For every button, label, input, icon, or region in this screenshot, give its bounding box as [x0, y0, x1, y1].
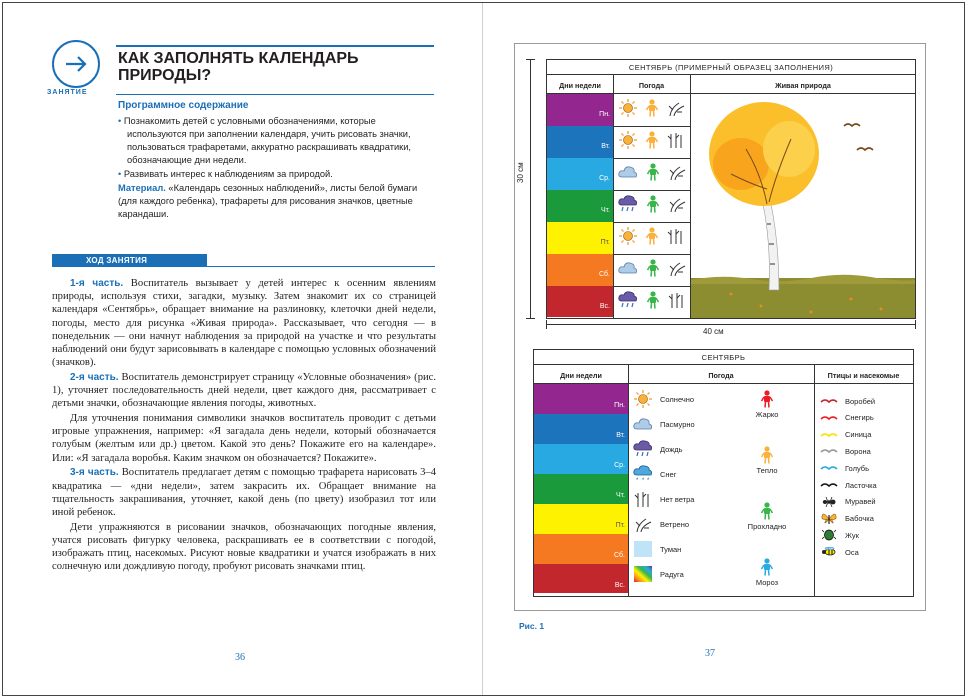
weather-legend-item	[634, 514, 689, 534]
day-color-cell: Чт.	[534, 474, 628, 504]
temperature-legend-item	[737, 446, 797, 475]
day-color-cell: Пт.	[547, 222, 613, 254]
animal-legend-item	[821, 411, 874, 425]
height-dimension-line	[530, 59, 531, 319]
weather-legend-label: Солнечно	[660, 394, 695, 404]
weather-legend-item	[634, 489, 694, 509]
day-color-cell: Сб.	[547, 254, 613, 286]
sun-icon	[634, 390, 656, 408]
dimension-tick	[526, 59, 535, 60]
weather-cell	[614, 286, 690, 318]
person-icon	[737, 558, 797, 578]
col-nature-header: Живая природа	[775, 81, 831, 90]
page-number-right: 37	[705, 648, 715, 659]
weather-legend-item	[634, 389, 694, 409]
ant-icon	[821, 497, 841, 507]
cloud-icon	[618, 165, 638, 184]
butterfly-icon	[821, 513, 841, 525]
body-paragraph: Для уточнения понимания символики значков воспитатель проводит с детьми игровые упражнения, например: «Я загадала день недели, который обозначается голубым (желтым или др.) цветом. Какой это день? Покажите его на календаре». Или: «Я загадала воробья. Каким значком он обозначается? Покажите».	[52, 413, 436, 464]
weather-legend-item	[634, 464, 676, 484]
animal-legend-item	[821, 512, 874, 526]
weather-legend-item	[634, 539, 681, 559]
bird-icon	[857, 148, 873, 150]
day-color-cell: Вт.	[534, 414, 628, 444]
weather-cell	[614, 94, 690, 126]
day-color-cell: Ср.	[547, 158, 613, 190]
material-paragraph: Материал. «Календарь сезонных наблюдений», листы белой бумаги (для каждого ребенка), трафареты для рисования значков, цветные карандаши.	[118, 183, 418, 219]
width-dimension-line	[546, 324, 916, 325]
svg-text:*: *	[641, 478, 644, 483]
person-icon	[737, 446, 797, 466]
page-number-left: 36	[235, 652, 245, 663]
animal-legend-item	[821, 461, 869, 475]
rain-icon	[618, 291, 638, 314]
program-list	[118, 115, 432, 222]
bird-icon	[821, 397, 841, 405]
temperature-legend-item	[737, 558, 797, 587]
day-color-cell: Ср.	[534, 444, 628, 474]
day-color-cell: Вт.	[547, 126, 613, 158]
weather-cell	[614, 126, 690, 158]
rain-icon	[618, 195, 638, 218]
bird-icon	[821, 481, 841, 489]
cloud-icon	[634, 417, 656, 431]
snow-icon	[634, 465, 656, 483]
animal-legend-label: Жук	[845, 530, 859, 540]
sun-icon	[619, 131, 637, 154]
windy-icon	[667, 100, 685, 121]
person-icon	[647, 163, 659, 186]
day-color-cell: Пт.	[534, 504, 628, 534]
no-wind-icon	[667, 228, 685, 249]
legend-col-weather: Погода	[708, 371, 734, 380]
legend-col-days: Дни недели	[560, 371, 602, 380]
body-paragraph: Дети упражняются в рисовании значков, обозначающих погодные явления, учатся рисовать фигурку человека, раскрашивать ее в соответствии с погодой, изображать птиц, насекомых. Рисуют новые квадратики и учатся изображать в них солнечную или дождливую погоду, пробуют рисовать значками птиц.	[52, 521, 436, 573]
rain-icon	[634, 440, 656, 458]
height-label: 30 см	[516, 162, 525, 183]
program-heading: Программное содержание	[118, 100, 249, 111]
windy-icon	[634, 516, 656, 532]
day-color-cell: Пн.	[534, 384, 628, 414]
person-icon	[647, 291, 659, 314]
body-paragraph: 1-я часть. Воспитатель вызывает у детей интерес к осенним явлениям природы, используя стихи, загадки, музыку. Затем знакомит их со страницей календаря «Сентябрь», обращает внимание на разлиновку, клеточки дней недели, погоды, место для рисунка «Живая природа». Рассказывает, что сегодня — в понедельник — они начнут наблюдения за природой на участке и что результаты наблюдений они будут зарисовывать в календаре с помощью условных обозначений (значков).	[52, 278, 436, 369]
animal-legend-item	[821, 444, 871, 458]
windy-icon	[668, 196, 686, 217]
birch-trunk	[763, 204, 779, 290]
title-rule	[116, 45, 434, 47]
person-icon	[647, 259, 659, 282]
weather-cell	[614, 222, 690, 254]
body-paragraph: 2-я часть. Воспитатель демонстрирует страницу «Условные обозначения» (рис. 1), уточняет последовательность дней недели, цвет каждого дня, рассматривает с детьми значки, обозначающие явления погоды, животных.	[52, 371, 437, 410]
lesson-label: ЗАНЯТИЕ	[47, 89, 88, 96]
weather-legend-item	[634, 414, 695, 434]
windy-icon	[668, 164, 686, 185]
beetle-icon	[821, 529, 841, 541]
animal-legend-item	[821, 495, 876, 509]
bird-icon	[844, 124, 860, 126]
weather-legend-label: Ветрено	[660, 519, 690, 529]
bird-icon	[821, 447, 841, 455]
person-icon	[737, 390, 797, 410]
body-paragraph: 3-я часть. Воспитатель предлагает детям с помощью трафарета нарисовать 3–4 квадратика — «дни недели», затем закрасить их. Обращает внимание на тщательность закрашивания, уточняет, какой день (по цвету) изобразил тот или иной ребенок.	[52, 467, 436, 518]
animal-legend-label: Снегирь	[845, 413, 874, 423]
person-icon	[647, 195, 659, 218]
width-label: 40 см	[703, 327, 724, 336]
animal-legend-label: Оса	[845, 547, 859, 557]
course-heading: ХОД ЗАНЯТИЯ	[52, 254, 207, 267]
col-days-header: Дни недели	[559, 81, 601, 90]
program-item: • Познакомить детей с условными обозначениями, которые используются при заполнении календаря, учить рисовать значки, пользоваться трафаретами, аккуратно раскрашивать квадратики, обозначающие дни недели.	[118, 116, 411, 165]
animal-legend-label: Бабочка	[845, 514, 874, 524]
weather-cell	[614, 190, 690, 222]
sun-icon	[619, 99, 637, 122]
bird-icon	[821, 464, 841, 472]
weather-cell	[614, 254, 690, 286]
sun-icon	[619, 227, 637, 250]
weather-cell	[614, 158, 690, 190]
temperature-legend-label: Тепло	[756, 466, 778, 475]
weather-legend-label: Снег	[660, 469, 677, 479]
windy-icon	[668, 260, 686, 281]
dimension-tick	[546, 320, 547, 329]
weather-legend-label: Пасмурно	[660, 419, 695, 429]
person-icon	[646, 99, 658, 122]
figure-caption: Рис. 1	[519, 621, 545, 631]
day-color-cell: Чт.	[547, 190, 613, 222]
program-item: • Развивать интерес к наблюдениям за природой.	[118, 169, 333, 179]
temperature-legend-item	[737, 390, 797, 419]
no-wind-icon	[634, 491, 656, 507]
day-color-cell: Вс.	[547, 286, 613, 317]
no-wind-icon	[667, 132, 685, 153]
dimension-tick	[526, 318, 535, 319]
animal-legend-item	[821, 478, 877, 492]
legend-col-birds: Птицы и насекомые	[827, 371, 900, 380]
sample-calendar	[546, 59, 916, 319]
animal-legend-label: Голубь	[845, 463, 869, 473]
weather-legend-label: Туман	[660, 544, 682, 554]
person-icon	[646, 227, 658, 250]
lesson-body	[52, 277, 436, 575]
temperature-legend-label: Прохладно	[747, 522, 787, 531]
title-rule-bottom	[116, 94, 434, 95]
cloud-icon	[618, 261, 638, 280]
temperature-legend-item	[737, 502, 797, 531]
day-color-cell: Сб.	[534, 534, 628, 564]
legend-calendar	[533, 349, 914, 597]
svg-text:*: *	[635, 478, 638, 483]
person-icon	[737, 502, 797, 522]
animal-legend-label: Муравей	[845, 497, 876, 507]
weather-legend-label: Радуга	[660, 569, 684, 579]
arrow-right-icon	[63, 51, 89, 77]
bird-icon	[821, 431, 841, 439]
course-rule	[207, 266, 435, 267]
sample-calendar-title: СЕНТЯБРЬ (ПРИМЕРНЫЙ ОБРАЗЕЦ ЗАПОЛНЕНИЯ)	[547, 60, 915, 75]
animal-legend-item	[821, 428, 871, 442]
animal-legend-item	[821, 394, 875, 408]
living-nature-drawing	[691, 94, 915, 318]
book-gutter	[482, 3, 483, 695]
day-color-cell: Вс.	[534, 564, 628, 593]
animal-legend-label: Ласточка	[845, 480, 877, 490]
weather-legend-label: Нет ветра	[660, 494, 695, 504]
animal-legend-label: Синица	[845, 430, 872, 440]
animal-legend-label: Ворона	[845, 446, 871, 456]
column-rule	[814, 365, 815, 597]
svg-text:*: *	[646, 478, 649, 483]
temperature-legend-label: Жарко	[755, 410, 779, 419]
animal-legend-label: Воробей	[845, 396, 876, 406]
weather-legend-item	[634, 564, 684, 584]
col-weather-header: Погода	[638, 81, 665, 90]
person-icon	[646, 131, 658, 154]
dimension-tick	[915, 320, 916, 329]
page-title: КАК ЗАПОЛНЯТЬ КАЛЕНДАРЬ ПРИРОДЫ?	[118, 50, 359, 84]
column-rule	[628, 365, 629, 597]
rainbow-icon	[634, 566, 656, 582]
day-color-cell: Пн.	[547, 94, 613, 126]
animal-legend-item	[821, 545, 859, 559]
no-wind-icon	[668, 292, 686, 313]
weather-legend-item	[634, 439, 683, 459]
lesson-badge	[52, 40, 100, 88]
legend-calendar-title: СЕНТЯБРЬ	[534, 350, 913, 365]
fog-icon	[634, 541, 656, 557]
bird-icon	[821, 414, 841, 422]
animal-legend-item	[821, 528, 859, 542]
wasp-icon	[821, 547, 841, 557]
weather-legend-label: Дождь	[660, 444, 683, 454]
temperature-legend-label: Мороз	[755, 578, 779, 587]
